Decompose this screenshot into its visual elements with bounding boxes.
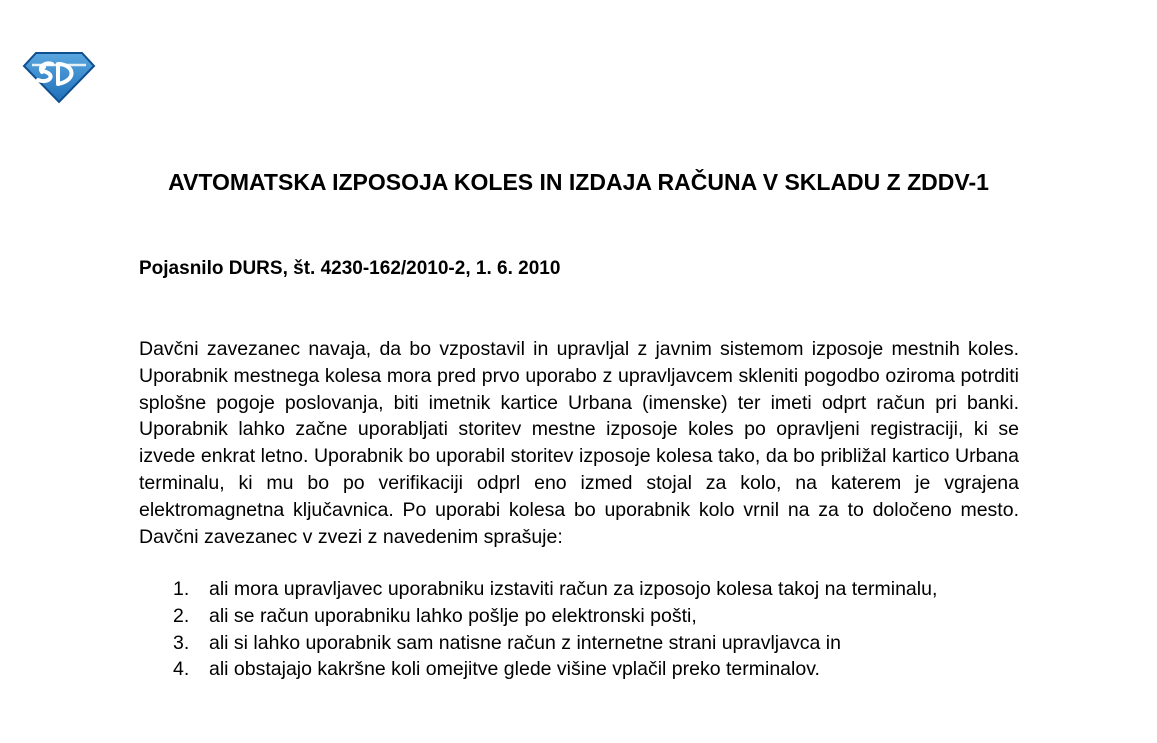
list-item xyxy=(139,656,1019,683)
list-item-text: ali se račun uporabniku lahko pošlje po elektronski pošti, xyxy=(209,604,697,627)
body-paragraph: Davčni zavezanec navaja, da bo vzpostavil in upravljal z javnim sistemom izposoje mestnih koles. Uporabnik mestnega kolesa mora pred prvo uporabo z upravljavcem skleniti pogodbo oziroma potrditi splošne pogoje poslovanja, biti imetnik kartice Urbana (imenske) ter imeti odprt račun pri banki. Uporabnik lahko začne uporabljati storitev mestne izposoje koles po opravljeni registraciji, ki se izvede enkrat letno. Uporabnik bo uporabil storitev izposoje kolesa tako, da bo približal kartico Urbana terminalu, ki mu bo po verifikaciji odprl eno izmed stojal za kolo, na katerem je vgrajena elektromagnetna ključavnica. Po uporabi kolesa bo uporabnik kolo vrnil na za to določeno mesto. Davčni zavezanec v zvezi z navedenim sprašuje: xyxy=(139,338,1019,548)
list-item xyxy=(139,630,1019,657)
list-item-text: ali mora upravljavec uporabniku izstaviti račun za izposojo kolesa takoj na terminalu, xyxy=(209,578,938,600)
document-subtitle: Pojasnilo DURS, št. 4230-162/2010-2, 1. 6. 2010 xyxy=(139,258,561,279)
sd-shield-logo-icon xyxy=(22,50,96,104)
list-item-text: ali si lahko uporabnik sam natisne račun z internetne strani upravljavca in xyxy=(209,631,841,654)
list-item-number: 4. xyxy=(173,658,190,681)
questions-list xyxy=(139,576,1019,683)
list-item-number: 2. xyxy=(173,604,190,627)
list-item-number: 1. xyxy=(173,578,190,600)
list-item xyxy=(139,603,1019,630)
list-item-text: ali obstajajo kakršne koli omejitve glede višine vplačil preko terminalov. xyxy=(209,658,820,681)
list-item-number: 3. xyxy=(173,631,190,654)
document-title: AVTOMATSKA IZPOSOJA KOLES IN IZDAJA RAČUNA V SKLADU Z ZDDV-1 xyxy=(168,169,989,195)
list-item xyxy=(139,576,1019,603)
